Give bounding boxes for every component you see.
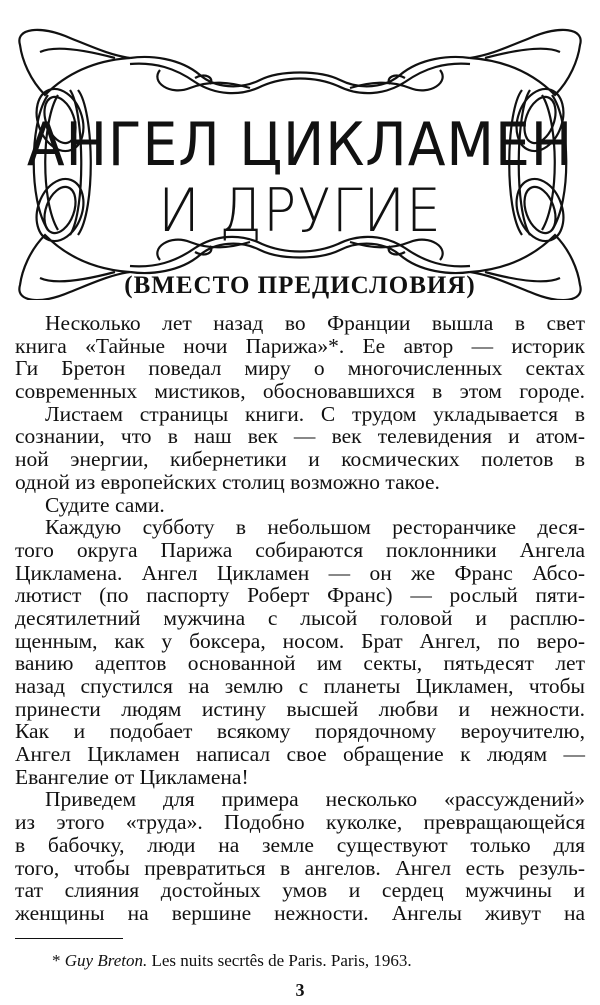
- text-line: назад спустился на землю с планеты Цикламен, чтобы: [15, 674, 585, 698]
- text-line: Евангелие от Цикламена!: [15, 764, 249, 789]
- text-line: одной из европейских столиц возможно такое.: [15, 469, 440, 494]
- footnote-marker: *: [52, 951, 61, 970]
- footnote-text: Les nuits secrtês de Paris. Paris, 1963.: [147, 951, 412, 970]
- chapter-title-line-1: АНГЕЛ ЦИКЛАМЕН: [26, 110, 574, 180]
- text-line: Ангел Цикламен написал свое обращение к людям —: [15, 742, 585, 767]
- footnote-author: Guy Breton.: [64, 951, 148, 970]
- text-line: ной энергии, кибернетики и космических полетов в: [15, 447, 585, 472]
- text-line: в бабочку, люди на земле существуют только для: [15, 832, 585, 857]
- text-line: того, чтобы превратиться в ангелов. Ангел есть резуль-: [15, 855, 585, 880]
- text-line: современных мистиков, обосновавшихся в этом городе.: [15, 379, 585, 404]
- text-line: из этого «труда». Подобно куколке, превращающейся: [15, 810, 585, 835]
- text-line: сознании, что в наш век — век телевидения и атом-: [15, 424, 585, 449]
- text-line: щенным, как у боксера, носом. Брат Ангел, по веро-: [15, 628, 585, 653]
- chapter-title-line-2: И ДРУГИЕ: [158, 176, 442, 246]
- text-line: Цикламена. Ангел Цикламен — он же Франс Абсо-: [15, 560, 585, 585]
- text-line: Ги Бретон поведал миру о многочисленных сектах: [15, 356, 585, 381]
- page-number: 3: [295, 980, 305, 1000]
- text-line: Приведем для примера несколько «рассуждений»: [45, 787, 585, 812]
- footnote: [52, 951, 412, 971]
- text-line: того округа Парижа собираются поклонники Ангела: [15, 537, 585, 562]
- chapter-subtitle: (ВМЕСТО ПРЕДИСЛОВИЯ): [124, 272, 476, 299]
- text-line: книга «Тайные ночи Парижа»*. Ее автор — историк: [15, 333, 585, 358]
- text-line: женщины на вершине нежности. Ангелы живут на: [15, 900, 585, 925]
- text-line: Несколько лет назад во Франции вышла в свет: [45, 311, 585, 335]
- text-line: Как и подобает всякому порядочному вероучителю,: [15, 719, 585, 744]
- text-line: Каждую субботу в небольшом ресторанчике деся-: [45, 515, 585, 540]
- text-line: десятилетний мужчина с лысой головой и расплю-: [15, 605, 585, 630]
- text-line: лютист (по паспорту Роберт Франс) — рослый пяти-: [15, 583, 585, 608]
- text-line: Судите сами.: [45, 492, 165, 517]
- text-line: принести людям истину высшей любви и нежности.: [15, 696, 585, 721]
- footnote-divider: [15, 938, 123, 939]
- text-line: ванию адептов основанной им секты, пятьдесят лет: [15, 651, 585, 676]
- text-line: тат слияния достойных умов и сердец мужчины и: [15, 878, 585, 903]
- text-line: Листаем страницы книги. С трудом укладывается в: [45, 401, 585, 426]
- body-text: [15, 312, 585, 925]
